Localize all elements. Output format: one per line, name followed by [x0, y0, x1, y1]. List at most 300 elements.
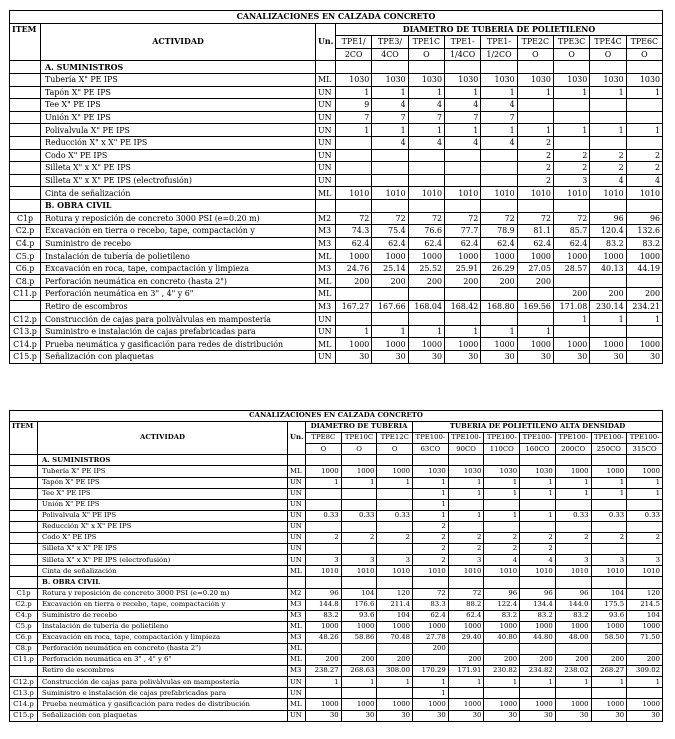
value-cell: 1000 [413, 699, 449, 710]
item-code-cell [10, 187, 41, 200]
value-cell: 48.26 [306, 632, 342, 643]
value-cell: 1 [408, 86, 444, 99]
value-cell: 1010 [336, 187, 372, 200]
description-cell: Tee X" PE IPS [41, 99, 316, 112]
empty-cell [306, 577, 342, 588]
value-cell [377, 499, 413, 510]
column-header: TPE4C [590, 36, 626, 49]
column-header: 250CO [591, 444, 627, 455]
table-row [10, 237, 663, 250]
table-row [10, 325, 663, 338]
value-cell: 1010 [444, 187, 480, 200]
description-cell: Perforación neumática en concreto (hasta 2") [38, 643, 288, 654]
unit-cell: ML [288, 643, 306, 654]
value-cell: 200 [591, 655, 627, 666]
value-cell: 120 [377, 588, 413, 599]
unit-cell: UN [288, 710, 306, 721]
value-cell: 30 [626, 351, 662, 364]
value-cell [306, 643, 342, 654]
value-cell: 104 [377, 610, 413, 621]
table-row [10, 124, 663, 137]
value-cell: 3 [553, 174, 589, 187]
value-cell: 71.50 [627, 632, 663, 643]
value-cell: 168.80 [481, 300, 517, 313]
empty-cell [288, 455, 306, 466]
value-cell: 2 [590, 149, 626, 162]
value-cell: 1030 [481, 73, 517, 86]
column-header: O [590, 48, 626, 61]
table-row [10, 599, 663, 610]
value-cell: 1000 [626, 338, 662, 351]
description-cell: Suministro de recebo [38, 610, 288, 621]
unit-cell: ML [316, 250, 336, 263]
unit-cell: ML [288, 466, 306, 477]
description-cell: Silleta X" x X" PE IPS [41, 162, 316, 175]
table-row [10, 313, 663, 326]
value-cell: 1 [484, 488, 520, 499]
value-cell: 3 [377, 555, 413, 566]
table-row [10, 488, 663, 499]
value-cell: 1030 [553, 73, 589, 86]
section-label: A. SUMINISTROS [38, 455, 288, 466]
value-cell: 122.4 [484, 599, 520, 610]
value-cell: 1010 [481, 187, 517, 200]
value-cell: 1 [590, 124, 626, 137]
item-code-cell: C1p [10, 212, 41, 225]
unit-cell: ML [316, 288, 336, 301]
value-cell [444, 288, 480, 301]
value-cell [408, 149, 444, 162]
column-header: O [408, 48, 444, 61]
value-cell: 1 [444, 124, 480, 137]
value-cell: 25.14 [372, 262, 408, 275]
value-cell: 1 [520, 488, 556, 499]
value-cell: 7 [481, 111, 517, 124]
value-cell: 1 [377, 477, 413, 488]
actividad-header: ACTIVIDAD [38, 422, 288, 455]
empty-cell [627, 455, 663, 466]
item-code-cell: C6.p [10, 262, 41, 275]
value-cell: 83.2 [306, 610, 342, 621]
item-code-cell [10, 666, 38, 677]
value-cell: 1010 [413, 566, 449, 577]
value-cell: 2 [627, 533, 663, 544]
value-cell [444, 313, 480, 326]
column-header: TPE1- [444, 36, 480, 49]
item-code-cell: C8.p [10, 643, 38, 654]
item-code-cell [10, 124, 41, 137]
value-cell [481, 162, 517, 175]
value-cell: 309.02 [627, 666, 663, 677]
item-code-cell: C2.p [10, 599, 38, 610]
value-cell: 1 [517, 86, 553, 99]
value-cell: 77.7 [444, 225, 480, 238]
unit-cell: UN [316, 124, 336, 137]
value-cell: 1000 [626, 250, 662, 263]
value-cell: 1000 [306, 466, 342, 477]
unit-cell: M3 [316, 237, 336, 250]
table-row [10, 588, 663, 599]
value-cell [377, 643, 413, 654]
value-cell: 3 [591, 555, 627, 566]
table-row [10, 351, 663, 364]
value-cell: 1010 [377, 566, 413, 577]
column-header: O [377, 444, 413, 455]
item-code-cell [10, 174, 41, 187]
value-cell: 96 [555, 588, 591, 599]
value-cell: 30 [481, 351, 517, 364]
value-cell: 1000 [517, 250, 553, 263]
unit-header: Un. [316, 23, 336, 61]
value-cell: 2 [448, 544, 484, 555]
unit-cell: UN [316, 111, 336, 124]
value-cell: 1 [377, 677, 413, 688]
empty-cell [481, 61, 517, 74]
value-cell: 1 [408, 124, 444, 137]
value-cell: 0.33 [555, 510, 591, 521]
value-cell: 3 [627, 555, 663, 566]
value-cell: 2 [448, 533, 484, 544]
value-cell: 132.6 [626, 225, 662, 238]
empty-cell [520, 455, 556, 466]
value-cell: 200 [555, 655, 591, 666]
value-cell: 44.19 [626, 262, 662, 275]
unit-cell: UN [288, 677, 306, 688]
value-cell: 62.4 [481, 237, 517, 250]
value-cell: 1 [553, 86, 589, 99]
value-cell: 1010 [627, 566, 663, 577]
empty-cell [590, 199, 626, 212]
empty-cell [481, 199, 517, 212]
value-cell: 30 [553, 351, 589, 364]
description-cell: Perforación neumática en 3" , 4" y 6" [38, 655, 288, 666]
item-code-cell: C15.p [10, 351, 41, 364]
section-label: B. OBRA CIVIL [38, 577, 288, 588]
description-cell: Tapón X" PE IPS [41, 86, 316, 99]
value-cell: 26.29 [481, 262, 517, 275]
unit-cell: UN [288, 499, 306, 510]
empty-cell [591, 577, 627, 588]
value-cell: 200 [372, 275, 408, 288]
value-cell: 1 [553, 313, 589, 326]
table-row [10, 338, 663, 351]
value-cell: 1 [413, 477, 449, 488]
value-cell: 1 [555, 488, 591, 499]
unit-cell: UN [288, 488, 306, 499]
value-cell: 1 [341, 677, 377, 688]
value-cell: 1000 [555, 621, 591, 632]
item-code-cell [10, 466, 38, 477]
unit-cell: M3 [288, 610, 306, 621]
description-cell: Prueba neumática y gasificación para redes de distribución [38, 699, 288, 710]
value-cell: 96 [306, 588, 342, 599]
value-cell: 30 [336, 351, 372, 364]
description-cell: Cinta de señalización [38, 566, 288, 577]
value-cell: 1000 [520, 621, 556, 632]
value-cell [444, 162, 480, 175]
value-cell: 1010 [590, 187, 626, 200]
column-header: TPE3C [553, 36, 589, 49]
item-code-cell [10, 162, 41, 175]
value-cell [627, 643, 663, 654]
value-cell [444, 149, 480, 162]
value-cell [448, 688, 484, 699]
value-cell: 1 [448, 477, 484, 488]
value-cell: 1000 [377, 466, 413, 477]
value-cell [520, 688, 556, 699]
value-cell: 2 [555, 533, 591, 544]
item-code-cell [10, 136, 41, 149]
value-cell: 1000 [591, 699, 627, 710]
value-cell [336, 162, 372, 175]
unit-cell: ML [288, 655, 306, 666]
item-code-cell: C12.p [10, 313, 41, 326]
value-cell [626, 325, 662, 338]
value-cell: 1000 [484, 621, 520, 632]
value-cell: 58.50 [591, 632, 627, 643]
value-cell: 30 [590, 351, 626, 364]
value-cell [555, 499, 591, 510]
empty-cell [316, 61, 336, 74]
description-cell: Construcción de cajas para polivàlvulas en mampostería [41, 313, 316, 326]
value-cell: 30 [377, 710, 413, 721]
value-cell: 167.27 [336, 300, 372, 313]
value-cell: 83.3 [413, 599, 449, 610]
table-row [10, 300, 663, 313]
value-cell: 234.82 [520, 666, 556, 677]
column-header: 200CO [555, 444, 591, 455]
value-cell: 308.00 [377, 666, 413, 677]
value-cell: 30 [555, 710, 591, 721]
value-cell: 1010 [555, 566, 591, 577]
value-cell: 200 [377, 655, 413, 666]
item-code-cell: C11.p [10, 288, 41, 301]
value-cell: 3 [448, 555, 484, 566]
value-cell: 2 [341, 533, 377, 544]
value-cell [627, 499, 663, 510]
table-row [10, 610, 663, 621]
value-cell: 2 [306, 533, 342, 544]
value-cell: 1010 [626, 187, 662, 200]
value-cell: 171.08 [553, 300, 589, 313]
value-cell: 230.14 [590, 300, 626, 313]
value-cell: 1010 [306, 566, 342, 577]
empty-cell [377, 455, 413, 466]
unit-cell: ML [316, 338, 336, 351]
value-cell: 1000 [306, 621, 342, 632]
value-cell: 1030 [448, 466, 484, 477]
column-header: 1/4CO [444, 48, 480, 61]
value-cell: 30 [627, 710, 663, 721]
unit-cell: ML [316, 275, 336, 288]
table-row [10, 275, 663, 288]
column-header: TPE100- [591, 433, 627, 444]
value-cell: 1030 [413, 466, 449, 477]
value-cell: 62.4 [413, 610, 449, 621]
table-row [10, 510, 663, 521]
value-cell [626, 111, 662, 124]
value-cell [590, 136, 626, 149]
value-cell: 1000 [336, 338, 372, 351]
value-cell: 48.00 [555, 632, 591, 643]
value-cell [484, 499, 520, 510]
column-header: 90CO [448, 444, 484, 455]
value-cell: 1010 [408, 187, 444, 200]
value-cell: 200 [517, 275, 553, 288]
description-cell: Excavación en tierra o recebo, tape, compactación y [41, 225, 316, 238]
value-cell: 1000 [555, 699, 591, 710]
value-cell: 1000 [520, 699, 556, 710]
item-code-cell [10, 533, 38, 544]
value-cell: 72 [413, 588, 449, 599]
table-row [10, 688, 663, 699]
value-cell: 4 [484, 555, 520, 566]
empty-cell [520, 577, 556, 588]
value-cell [626, 136, 662, 149]
column-header: 110CO [484, 444, 520, 455]
column-header: O [553, 48, 589, 61]
unit-header: Un. [288, 422, 306, 455]
description-cell: Construcción de cajas para polivàlvulas en mampostería [38, 677, 288, 688]
empty-cell [336, 199, 372, 212]
value-cell [336, 149, 372, 162]
description-cell: Codo X" PE IPS [38, 533, 288, 544]
value-cell: 58.86 [341, 632, 377, 643]
section-row [10, 61, 663, 74]
value-cell: 1010 [448, 566, 484, 577]
value-cell: 1 [591, 488, 627, 499]
unit-cell: ML [288, 566, 306, 577]
value-cell [484, 643, 520, 654]
description-cell: Retiro de escombros [38, 666, 288, 677]
section-label: B. OBRA CIVIL [41, 199, 316, 212]
value-cell: 1000 [372, 250, 408, 263]
empty-cell [448, 577, 484, 588]
value-cell: 1 [555, 477, 591, 488]
column-header: 315CO [627, 444, 663, 455]
table-row [10, 466, 663, 477]
table-row [10, 111, 663, 124]
description-cell: Señalización con plaquetas [38, 710, 288, 721]
value-cell: 144.8 [306, 599, 342, 610]
column-header: TPE100- [484, 433, 520, 444]
value-cell: 200 [626, 288, 662, 301]
table-row [10, 566, 663, 577]
value-cell [626, 99, 662, 112]
value-cell: 7 [336, 111, 372, 124]
value-cell: 3 [306, 555, 342, 566]
table-row [10, 73, 663, 86]
value-cell: 75.4 [372, 225, 408, 238]
item-code-cell: C6.p [10, 632, 38, 643]
value-cell: 30 [520, 710, 556, 721]
value-cell: 4 [408, 99, 444, 112]
value-cell: 1000 [341, 699, 377, 710]
table-row [10, 477, 663, 488]
value-cell [517, 313, 553, 326]
value-cell: 30 [341, 710, 377, 721]
value-cell: 30 [444, 351, 480, 364]
column-header: TPE100- [627, 433, 663, 444]
value-cell: 2 [520, 533, 556, 544]
value-cell [591, 688, 627, 699]
value-cell: 30 [517, 351, 553, 364]
value-cell: 1030 [408, 73, 444, 86]
description-cell: Excavación en roca, tape, compactación y limpieza [41, 262, 316, 275]
column-header: TPE10C [341, 433, 377, 444]
table-row [10, 149, 663, 162]
value-cell: 1 [306, 477, 342, 488]
unit-cell: M3 [316, 262, 336, 275]
description-cell: Tapón X" PE IPS [38, 477, 288, 488]
value-cell: 9 [336, 99, 372, 112]
empty-cell [372, 61, 408, 74]
empty-cell [444, 61, 480, 74]
value-cell: 1000 [627, 466, 663, 477]
unit-cell: UN [288, 544, 306, 555]
value-cell: 2 [484, 533, 520, 544]
empty-cell [336, 61, 372, 74]
value-cell: 1010 [553, 187, 589, 200]
value-cell: 1 [591, 477, 627, 488]
value-cell: 1 [481, 86, 517, 99]
value-cell: 2 [413, 544, 449, 555]
column-header: TPE8C [306, 433, 342, 444]
empty-cell [372, 199, 408, 212]
value-cell: 2 [517, 162, 553, 175]
value-cell: 1 [626, 124, 662, 137]
value-cell: 4 [408, 136, 444, 149]
value-cell: 1 [336, 86, 372, 99]
value-cell: 24.76 [336, 262, 372, 275]
value-cell: 1000 [408, 250, 444, 263]
item-code-cell: C2.p [10, 225, 41, 238]
value-cell: 1030 [372, 73, 408, 86]
value-cell: 200 [336, 275, 372, 288]
value-cell [591, 544, 627, 555]
value-cell: 1 [590, 86, 626, 99]
column-header: TPE100- [520, 433, 556, 444]
column-header: O [341, 444, 377, 455]
value-cell: 4 [444, 99, 480, 112]
value-cell: 168.04 [408, 300, 444, 313]
column-header: TPE1/ [336, 36, 372, 49]
value-cell: 2 [484, 544, 520, 555]
unit-cell: M2 [316, 212, 336, 225]
empty-cell [553, 61, 589, 74]
empty-cell [517, 61, 553, 74]
empty-cell [590, 61, 626, 74]
description-cell: Suministro e instalación de cajas prefabricadas para [38, 688, 288, 699]
value-cell [306, 521, 342, 532]
value-cell [377, 544, 413, 555]
value-cell: 30 [484, 710, 520, 721]
value-cell: 4 [590, 174, 626, 187]
value-cell: 1 [627, 677, 663, 688]
value-cell: 62.4 [448, 610, 484, 621]
value-cell: 200 [413, 643, 449, 654]
value-cell: 1010 [591, 566, 627, 577]
value-cell: 1000 [444, 338, 480, 351]
value-cell: 1030 [590, 73, 626, 86]
value-cell: 1 [591, 677, 627, 688]
value-cell: 27.05 [517, 262, 553, 275]
unit-cell: M2 [288, 588, 306, 599]
unit-cell: UN [288, 688, 306, 699]
value-cell: 2 [626, 149, 662, 162]
value-cell: 1030 [484, 466, 520, 477]
value-cell: 1010 [341, 566, 377, 577]
